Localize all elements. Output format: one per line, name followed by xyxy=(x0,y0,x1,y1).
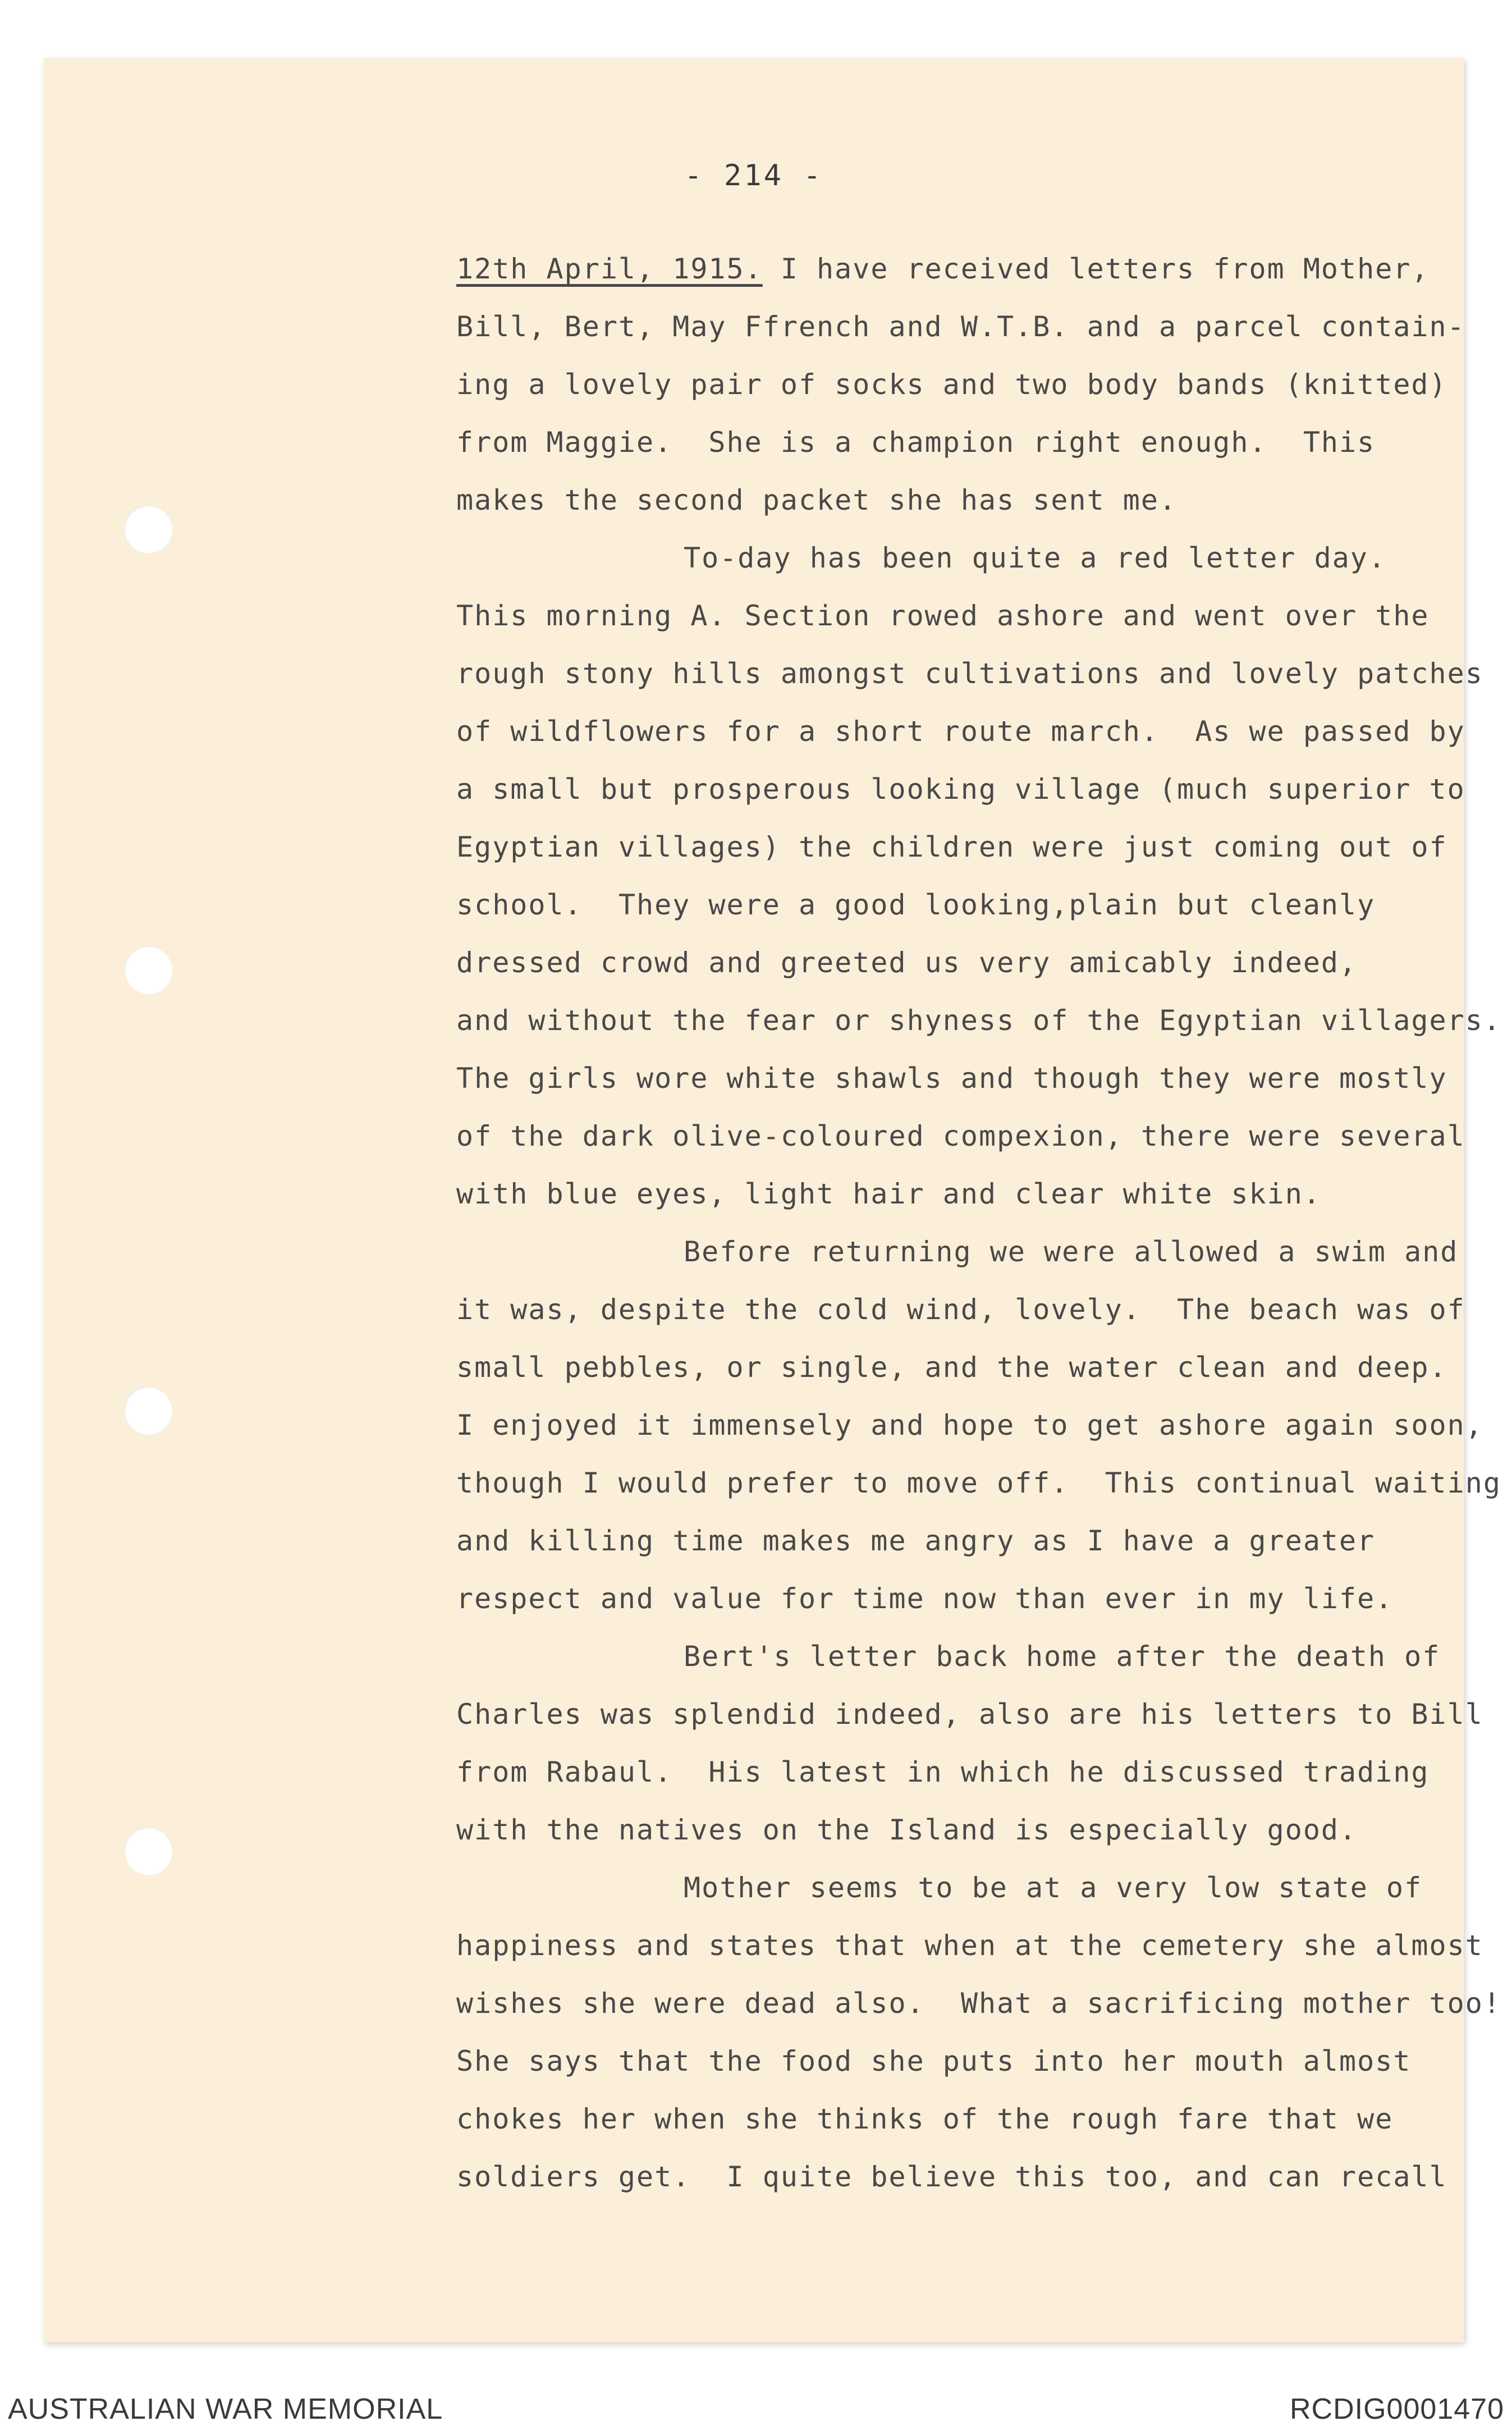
footer-institution: AUSTRALIAN WAR MEMORIAL xyxy=(8,2393,443,2425)
text-line: and killing time makes me angry as I have a greater xyxy=(456,1525,1376,1557)
page-number: - 214 - xyxy=(684,159,823,193)
text-line: This morning A. Section rowed ashore and went over the xyxy=(456,599,1429,632)
diary-page xyxy=(44,58,1501,2342)
text-line: soldiers get. I quite believe this too, and can recall xyxy=(456,2161,1447,2193)
text-line: it was, despite the cold wind, lovely. The beach was of xyxy=(456,1293,1465,1326)
text-line: She says that the food she puts into her mouth almost xyxy=(456,2045,1412,2077)
diary-entry xyxy=(456,240,1512,2206)
text-line: wishes she were dead also. What a sacrificing mother too! xyxy=(456,1987,1501,2020)
text-line: though I would prefer to move off. This continual waiting xyxy=(456,1467,1501,1499)
text-line: happiness and states that when at the cemetery she almost xyxy=(456,1929,1483,1962)
text-line: makes the second packet she has sent me. xyxy=(456,484,1177,516)
text-line: small pebbles, or single, and the water clean and deep. xyxy=(456,1351,1447,1384)
text-line: I enjoyed it immensely and hope to get ashore again soon, xyxy=(456,1409,1483,1441)
punch-hole xyxy=(124,1827,172,1875)
text-line: rough stony hills amongst cultivations and lovely patches xyxy=(456,657,1483,690)
text-line xyxy=(456,240,1512,298)
text-line: school. They were a good looking,plain but cleanly xyxy=(456,889,1376,921)
text-line-content: I have received letters from Mother, xyxy=(762,253,1429,285)
text-line: of wildflowers for a short route march. As we passed by xyxy=(456,715,1465,748)
text-line: chokes her when she thinks of the rough fare that we xyxy=(456,2103,1394,2135)
text-line: with the natives on the Island is especially good. xyxy=(456,1814,1358,1846)
paragraph-start-line: Bert's letter back home after the death of xyxy=(684,1640,1441,1673)
text-line: respect and value for time now than ever in my life. xyxy=(456,1582,1394,1615)
text-line: from Rabaul. His latest in which he discussed trading xyxy=(456,1756,1429,1788)
text-line: with blue eyes, light hair and clear white skin. xyxy=(456,1178,1321,1210)
text-line: a small but prosperous looking village (much superior to xyxy=(456,773,1465,805)
paragraph-start-line: Mother seems to be at a very low state of xyxy=(684,1871,1423,1904)
text-line: Charles was splendid indeed, also are his letters to Bill xyxy=(456,1698,1483,1731)
text-line: Bill, Bert, May Ffrench and W.T.B. and a parcel contain- xyxy=(456,310,1465,343)
text-line: Egyptian villages) the children were just coming out of xyxy=(456,831,1447,863)
text-line: dressed crowd and greeted us very amicably indeed, xyxy=(456,946,1358,979)
text-line: The girls wore white shawls and though they were mostly xyxy=(456,1062,1447,1095)
text-line: and without the fear or shyness of the Egyptian villagers. xyxy=(456,1004,1501,1037)
entry-date: 12th April, 1915. xyxy=(456,253,763,285)
footer-reference: RCDIG0001470 xyxy=(1290,2393,1504,2425)
punch-hole xyxy=(124,946,172,994)
text-line: ing a lovely pair of socks and two body bands (knitted) xyxy=(456,368,1447,401)
text-line: of the dark olive-coloured compexion, there were several xyxy=(456,1120,1465,1152)
paragraph-start-line: Before returning we were allowed a swim and xyxy=(684,1235,1459,1268)
paragraph-start-line: To-day has been quite a red letter day. xyxy=(684,542,1386,574)
punch-hole xyxy=(124,1386,172,1435)
text-line: from Maggie. She is a champion right enough. This xyxy=(456,426,1376,459)
punch-hole xyxy=(124,505,172,553)
